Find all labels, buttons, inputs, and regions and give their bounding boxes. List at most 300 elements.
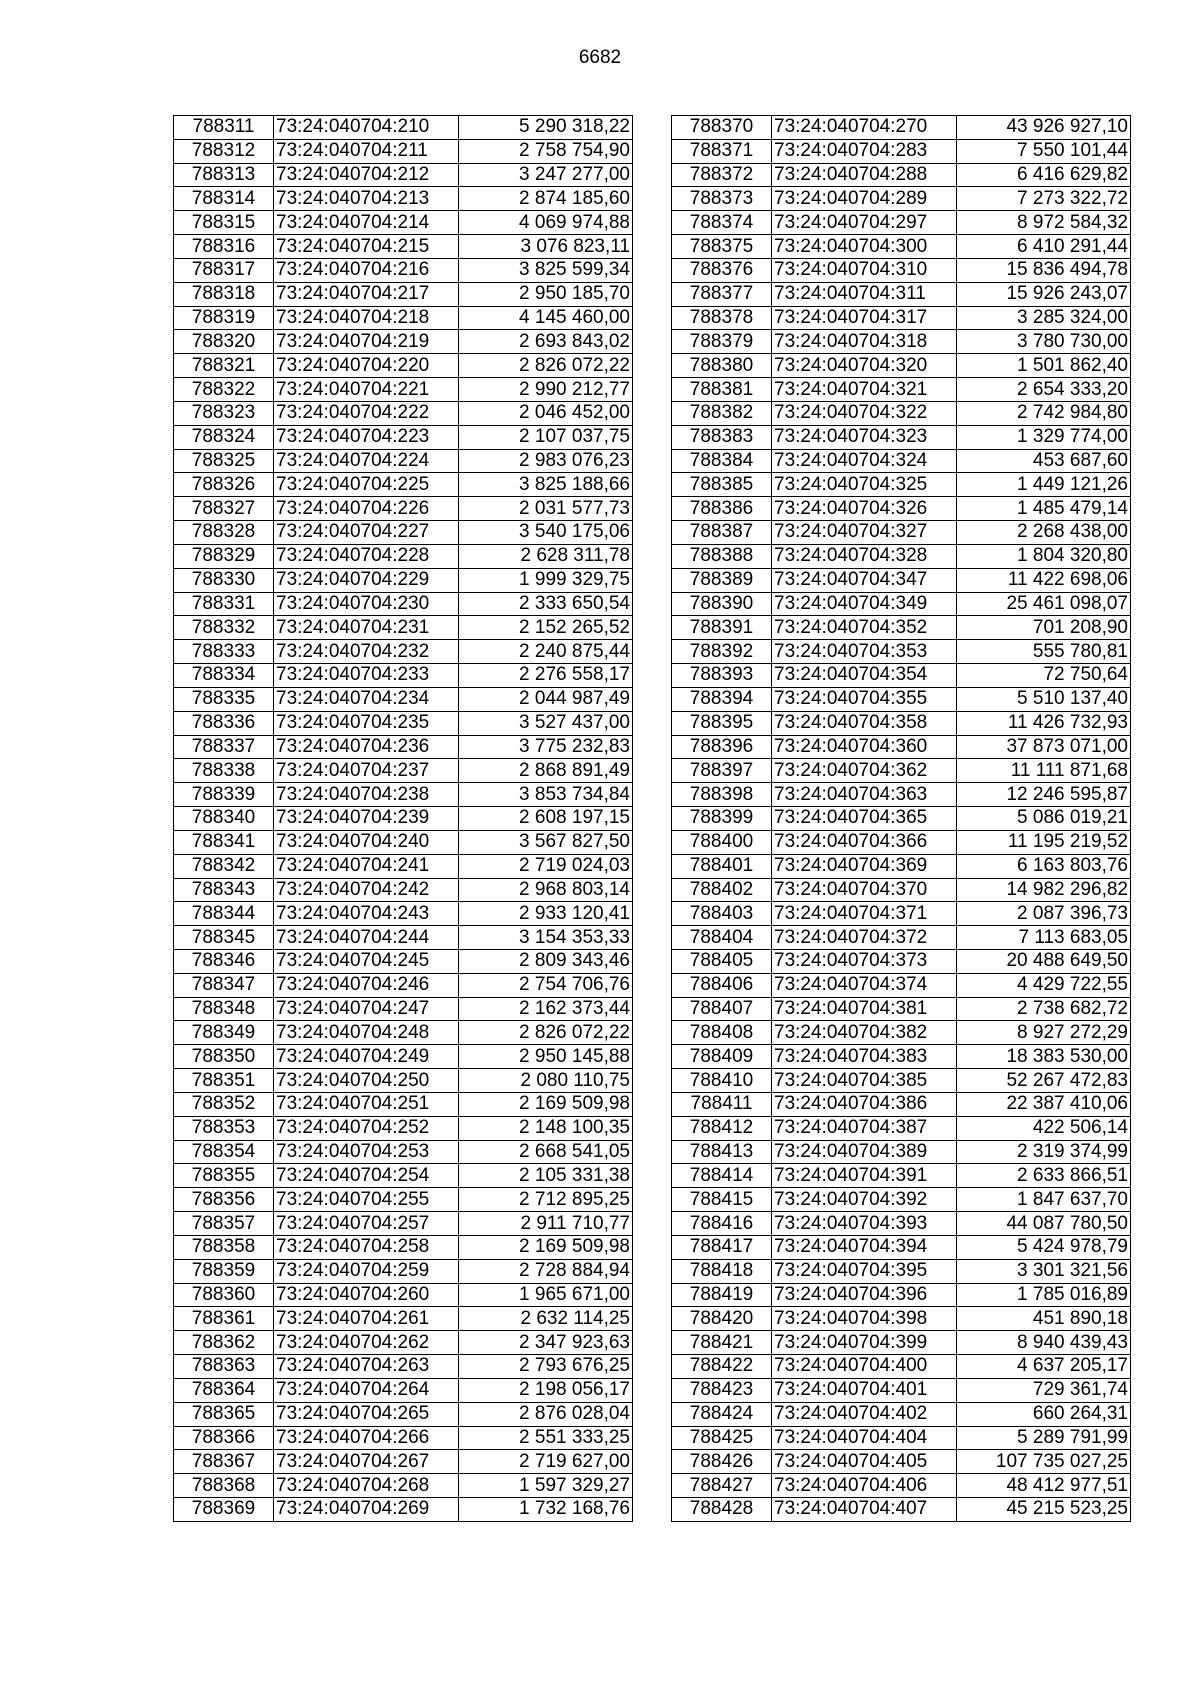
cadastral-number-cell: 73:24:040704:227 xyxy=(274,521,459,545)
cadastral-value-cell: 1 732 168,76 xyxy=(459,1498,633,1522)
cadastral-number-cell: 73:24:040704:211 xyxy=(274,139,459,163)
table-row xyxy=(672,735,1131,759)
row-number-cell: 788369 xyxy=(174,1498,274,1522)
row-number-cell: 788376 xyxy=(672,258,772,282)
row-number-cell: 788336 xyxy=(174,711,274,735)
table-row xyxy=(672,1164,1131,1188)
cadastral-value-cell: 2 333 650,54 xyxy=(459,592,633,616)
cadastral-value-cell: 3 076 823,11 xyxy=(459,235,633,259)
row-number-cell: 788426 xyxy=(672,1450,772,1474)
row-number-cell: 788346 xyxy=(174,949,274,973)
cadastral-number-cell: 73:24:040704:297 xyxy=(772,211,957,235)
cadastral-number-cell: 73:24:040704:270 xyxy=(772,116,957,140)
cadastral-value-cell: 1 449 121,26 xyxy=(957,473,1131,497)
table-row xyxy=(672,473,1131,497)
cadastral-number-cell: 73:24:040704:222 xyxy=(274,401,459,425)
row-number-cell: 788412 xyxy=(672,1116,772,1140)
cadastral-value-cell: 6 163 803,76 xyxy=(957,854,1131,878)
cadastral-value-cell: 11 111 871,68 xyxy=(957,759,1131,783)
row-number-cell: 788372 xyxy=(672,163,772,187)
row-number-cell: 788366 xyxy=(174,1426,274,1450)
table-row xyxy=(672,878,1131,902)
row-number-cell: 788402 xyxy=(672,878,772,902)
cadastral-number-cell: 73:24:040704:223 xyxy=(274,425,459,449)
row-number-cell: 788331 xyxy=(174,592,274,616)
table-row xyxy=(672,163,1131,187)
cadastral-value-cell: 4 429 722,55 xyxy=(957,973,1131,997)
table-row xyxy=(174,830,633,854)
cadastral-number-cell: 73:24:040704:267 xyxy=(274,1450,459,1474)
row-number-cell: 788349 xyxy=(174,1021,274,1045)
cadastral-value-cell: 44 087 780,50 xyxy=(957,1212,1131,1236)
cadastral-number-cell: 73:24:040704:264 xyxy=(274,1378,459,1402)
cadastral-value-cell: 2 031 577,73 xyxy=(459,497,633,521)
row-number-cell: 788360 xyxy=(174,1283,274,1307)
row-number-cell: 788379 xyxy=(672,330,772,354)
cadastral-number-cell: 73:24:040704:218 xyxy=(274,306,459,330)
table-row xyxy=(174,687,633,711)
cadastral-number-cell: 73:24:040704:349 xyxy=(772,592,957,616)
cadastral-value-cell: 2 990 212,77 xyxy=(459,378,633,402)
cadastral-value-cell: 701 208,90 xyxy=(957,616,1131,640)
cadastral-number-cell: 73:24:040704:253 xyxy=(274,1140,459,1164)
cadastral-value-cell: 2 693 843,02 xyxy=(459,330,633,354)
cadastral-value-cell: 2 162 373,44 xyxy=(459,997,633,1021)
table-row xyxy=(174,1212,633,1236)
cadastral-value-cell: 2 152 265,52 xyxy=(459,616,633,640)
cadastral-value-cell: 1 329 774,00 xyxy=(957,425,1131,449)
row-number-cell: 788403 xyxy=(672,902,772,926)
cadastral-number-cell: 73:24:040704:353 xyxy=(772,640,957,664)
table-row xyxy=(174,664,633,688)
table-row xyxy=(174,1378,633,1402)
table-row xyxy=(672,1355,1131,1379)
cadastral-number-cell: 73:24:040704:370 xyxy=(772,878,957,902)
cadastral-value-cell: 8 972 584,32 xyxy=(957,211,1131,235)
table-row xyxy=(174,497,633,521)
cadastral-number-cell: 73:24:040704:249 xyxy=(274,1045,459,1069)
cadastral-value-cell: 2 738 682,72 xyxy=(957,997,1131,1021)
cadastral-value-cell: 3 247 277,00 xyxy=(459,163,633,187)
cadastral-value-cell: 3 825 188,66 xyxy=(459,473,633,497)
cadastral-value-cell: 7 550 101,44 xyxy=(957,139,1131,163)
row-number-cell: 788368 xyxy=(174,1474,274,1498)
table-row xyxy=(174,521,633,545)
row-number-cell: 788352 xyxy=(174,1092,274,1116)
table-row xyxy=(672,1378,1131,1402)
table-row xyxy=(174,544,633,568)
cadastral-value-cell: 2 826 072,22 xyxy=(459,1021,633,1045)
cadastral-value-cell: 15 926 243,07 xyxy=(957,282,1131,306)
table-row xyxy=(672,1426,1131,1450)
cadastral-number-cell: 73:24:040704:240 xyxy=(274,830,459,854)
cadastral-value-cell: 6 416 629,82 xyxy=(957,163,1131,187)
row-number-cell: 788314 xyxy=(174,187,274,211)
row-number-cell: 788423 xyxy=(672,1378,772,1402)
row-number-cell: 788330 xyxy=(174,568,274,592)
cadastral-number-cell: 73:24:040704:236 xyxy=(274,735,459,759)
row-number-cell: 788339 xyxy=(174,783,274,807)
cadastral-value-cell: 3 527 437,00 xyxy=(459,711,633,735)
registry-table-right xyxy=(671,115,1131,1522)
table-row xyxy=(174,1498,633,1522)
cadastral-number-cell: 73:24:040704:243 xyxy=(274,902,459,926)
table-row xyxy=(174,1069,633,1093)
table-row xyxy=(672,116,1131,140)
cadastral-number-cell: 73:24:040704:283 xyxy=(772,139,957,163)
row-number-cell: 788425 xyxy=(672,1426,772,1450)
cadastral-number-cell: 73:24:040704:363 xyxy=(772,783,957,807)
cadastral-value-cell: 1 804 320,80 xyxy=(957,544,1131,568)
table-row xyxy=(672,1188,1131,1212)
row-number-cell: 788422 xyxy=(672,1355,772,1379)
cadastral-number-cell: 73:24:040704:259 xyxy=(274,1259,459,1283)
cadastral-number-cell: 73:24:040704:317 xyxy=(772,306,957,330)
row-number-cell: 788415 xyxy=(672,1188,772,1212)
table-row xyxy=(672,1450,1131,1474)
cadastral-number-cell: 73:24:040704:247 xyxy=(274,997,459,1021)
cadastral-number-cell: 73:24:040704:268 xyxy=(274,1474,459,1498)
row-number-cell: 788320 xyxy=(174,330,274,354)
table-row xyxy=(174,1331,633,1355)
row-number-cell: 788386 xyxy=(672,497,772,521)
cadastral-number-cell: 73:24:040704:327 xyxy=(772,521,957,545)
row-number-cell: 788328 xyxy=(174,521,274,545)
cadastral-number-cell: 73:24:040704:237 xyxy=(274,759,459,783)
table-row xyxy=(174,1402,633,1426)
cadastral-value-cell: 2 169 509,98 xyxy=(459,1235,633,1259)
cadastral-value-cell: 2 633 866,51 xyxy=(957,1164,1131,1188)
cadastral-number-cell: 73:24:040704:288 xyxy=(772,163,957,187)
table-row xyxy=(174,1092,633,1116)
cadastral-value-cell: 45 215 523,25 xyxy=(957,1498,1131,1522)
cadastral-value-cell: 5 424 978,79 xyxy=(957,1235,1131,1259)
table-row xyxy=(174,1188,633,1212)
cadastral-value-cell: 3 301 321,56 xyxy=(957,1259,1131,1283)
row-number-cell: 788341 xyxy=(174,830,274,854)
cadastral-value-cell: 2 911 710,77 xyxy=(459,1212,633,1236)
row-number-cell: 788364 xyxy=(174,1378,274,1402)
cadastral-value-cell: 25 461 098,07 xyxy=(957,592,1131,616)
cadastral-value-cell: 22 387 410,06 xyxy=(957,1092,1131,1116)
row-number-cell: 788427 xyxy=(672,1474,772,1498)
cadastral-number-cell: 73:24:040704:393 xyxy=(772,1212,957,1236)
table-row xyxy=(672,521,1131,545)
table-row xyxy=(672,401,1131,425)
cadastral-value-cell: 7 113 683,05 xyxy=(957,926,1131,950)
cadastral-value-cell: 2 654 333,20 xyxy=(957,378,1131,402)
table-row xyxy=(174,401,633,425)
row-number-cell: 788385 xyxy=(672,473,772,497)
cadastral-value-cell: 5 086 019,21 xyxy=(957,807,1131,831)
cadastral-value-cell: 8 927 272,29 xyxy=(957,1021,1131,1045)
row-number-cell: 788419 xyxy=(672,1283,772,1307)
cadastral-value-cell: 3 540 175,06 xyxy=(459,521,633,545)
cadastral-value-cell: 2 754 706,76 xyxy=(459,973,633,997)
cadastral-number-cell: 73:24:040704:352 xyxy=(772,616,957,640)
cadastral-value-cell: 660 264,31 xyxy=(957,1402,1131,1426)
cadastral-number-cell: 73:24:040704:360 xyxy=(772,735,957,759)
row-number-cell: 788382 xyxy=(672,401,772,425)
table-row xyxy=(174,449,633,473)
table-row xyxy=(174,854,633,878)
row-number-cell: 788409 xyxy=(672,1045,772,1069)
cadastral-number-cell: 73:24:040704:225 xyxy=(274,473,459,497)
cadastral-number-cell: 73:24:040704:254 xyxy=(274,1164,459,1188)
row-number-cell: 788354 xyxy=(174,1140,274,1164)
table-row xyxy=(672,807,1131,831)
cadastral-value-cell: 2 874 185,60 xyxy=(459,187,633,211)
cadastral-number-cell: 73:24:040704:224 xyxy=(274,449,459,473)
table-row xyxy=(174,282,633,306)
row-number-cell: 788414 xyxy=(672,1164,772,1188)
cadastral-number-cell: 73:24:040704:401 xyxy=(772,1378,957,1402)
cadastral-value-cell: 2 876 028,04 xyxy=(459,1402,633,1426)
table-row xyxy=(174,1140,633,1164)
cadastral-number-cell: 73:24:040704:322 xyxy=(772,401,957,425)
cadastral-value-cell: 2 276 558,17 xyxy=(459,664,633,688)
cadastral-value-cell: 3 567 827,50 xyxy=(459,830,633,854)
table-row xyxy=(672,1283,1131,1307)
row-number-cell: 788348 xyxy=(174,997,274,1021)
table-row xyxy=(174,616,633,640)
table-row xyxy=(174,926,633,950)
cadastral-number-cell: 73:24:040704:244 xyxy=(274,926,459,950)
cadastral-number-cell: 73:24:040704:369 xyxy=(772,854,957,878)
table-row xyxy=(174,1235,633,1259)
row-number-cell: 788358 xyxy=(174,1235,274,1259)
table-row xyxy=(672,235,1131,259)
cadastral-value-cell: 3 853 734,84 xyxy=(459,783,633,807)
table-row xyxy=(174,1355,633,1379)
cadastral-number-cell: 73:24:040704:300 xyxy=(772,235,957,259)
table-row xyxy=(174,878,633,902)
table-row xyxy=(672,497,1131,521)
cadastral-number-cell: 73:24:040704:262 xyxy=(274,1331,459,1355)
table-row xyxy=(174,640,633,664)
row-number-cell: 788317 xyxy=(174,258,274,282)
row-number-cell: 788323 xyxy=(174,401,274,425)
row-number-cell: 788324 xyxy=(174,425,274,449)
row-number-cell: 788321 xyxy=(174,354,274,378)
cadastral-value-cell: 4 637 205,17 xyxy=(957,1355,1131,1379)
row-number-cell: 788398 xyxy=(672,783,772,807)
cadastral-value-cell: 2 868 891,49 xyxy=(459,759,633,783)
cadastral-number-cell: 73:24:040704:230 xyxy=(274,592,459,616)
row-number-cell: 788417 xyxy=(672,1235,772,1259)
cadastral-number-cell: 73:24:040704:406 xyxy=(772,1474,957,1498)
cadastral-number-cell: 73:24:040704:250 xyxy=(274,1069,459,1093)
cadastral-number-cell: 73:24:040704:239 xyxy=(274,807,459,831)
row-number-cell: 788410 xyxy=(672,1069,772,1093)
table-row xyxy=(672,282,1131,306)
registry-table-left xyxy=(173,115,633,1522)
row-number-cell: 788327 xyxy=(174,497,274,521)
row-number-cell: 788319 xyxy=(174,306,274,330)
cadastral-value-cell: 2 107 037,75 xyxy=(459,425,633,449)
table-row xyxy=(672,854,1131,878)
cadastral-value-cell: 2 169 509,98 xyxy=(459,1092,633,1116)
cadastral-number-cell: 73:24:040704:221 xyxy=(274,378,459,402)
table-row xyxy=(672,592,1131,616)
cadastral-value-cell: 1 485 479,14 xyxy=(957,497,1131,521)
cadastral-value-cell: 2 044 987,49 xyxy=(459,687,633,711)
cadastral-number-cell: 73:24:040704:234 xyxy=(274,687,459,711)
cadastral-number-cell: 73:24:040704:241 xyxy=(274,854,459,878)
row-number-cell: 788332 xyxy=(174,616,274,640)
cadastral-number-cell: 73:24:040704:402 xyxy=(772,1402,957,1426)
table-row xyxy=(672,306,1131,330)
cadastral-number-cell: 73:24:040704:324 xyxy=(772,449,957,473)
cadastral-value-cell: 2 758 754,90 xyxy=(459,139,633,163)
cadastral-value-cell: 2 950 145,88 xyxy=(459,1045,633,1069)
cadastral-value-cell: 18 383 530,00 xyxy=(957,1045,1131,1069)
table-row xyxy=(672,1021,1131,1045)
cadastral-value-cell: 12 246 595,87 xyxy=(957,783,1131,807)
cadastral-value-cell: 2 087 396,73 xyxy=(957,902,1131,926)
row-number-cell: 788375 xyxy=(672,235,772,259)
cadastral-number-cell: 73:24:040704:311 xyxy=(772,282,957,306)
row-number-cell: 788424 xyxy=(672,1402,772,1426)
cadastral-number-cell: 73:24:040704:385 xyxy=(772,1069,957,1093)
cadastral-number-cell: 73:24:040704:381 xyxy=(772,997,957,1021)
table-row xyxy=(672,664,1131,688)
row-number-cell: 788404 xyxy=(672,926,772,950)
cadastral-value-cell: 1 597 329,27 xyxy=(459,1474,633,1498)
row-number-cell: 788395 xyxy=(672,711,772,735)
row-number-cell: 788350 xyxy=(174,1045,274,1069)
cadastral-number-cell: 73:24:040704:320 xyxy=(772,354,957,378)
table-row xyxy=(672,1235,1131,1259)
cadastral-number-cell: 73:24:040704:404 xyxy=(772,1426,957,1450)
row-number-cell: 788405 xyxy=(672,949,772,973)
table-row xyxy=(174,306,633,330)
cadastral-value-cell: 4 145 460,00 xyxy=(459,306,633,330)
row-number-cell: 788355 xyxy=(174,1164,274,1188)
cadastral-number-cell: 73:24:040704:217 xyxy=(274,282,459,306)
cadastral-value-cell: 1 999 329,75 xyxy=(459,568,633,592)
cadastral-number-cell: 73:24:040704:386 xyxy=(772,1092,957,1116)
row-number-cell: 788373 xyxy=(672,187,772,211)
cadastral-number-cell: 73:24:040704:232 xyxy=(274,640,459,664)
row-number-cell: 788329 xyxy=(174,544,274,568)
cadastral-value-cell: 451 890,18 xyxy=(957,1307,1131,1331)
row-number-cell: 788406 xyxy=(672,973,772,997)
cadastral-value-cell: 2 628 311,78 xyxy=(459,544,633,568)
row-number-cell: 788344 xyxy=(174,902,274,926)
row-number-cell: 788416 xyxy=(672,1212,772,1236)
cadastral-number-cell: 73:24:040704:365 xyxy=(772,807,957,831)
cadastral-number-cell: 73:24:040704:395 xyxy=(772,1259,957,1283)
cadastral-number-cell: 73:24:040704:405 xyxy=(772,1450,957,1474)
cadastral-number-cell: 73:24:040704:383 xyxy=(772,1045,957,1069)
row-number-cell: 788345 xyxy=(174,926,274,950)
table-row xyxy=(174,1259,633,1283)
cadastral-number-cell: 73:24:040704:214 xyxy=(274,211,459,235)
row-number-cell: 788391 xyxy=(672,616,772,640)
cadastral-value-cell: 107 735 027,25 xyxy=(957,1450,1131,1474)
table-row xyxy=(174,1450,633,1474)
row-number-cell: 788377 xyxy=(672,282,772,306)
cadastral-value-cell: 2 046 452,00 xyxy=(459,401,633,425)
row-number-cell: 788351 xyxy=(174,1069,274,1093)
row-number-cell: 788380 xyxy=(672,354,772,378)
table-row xyxy=(672,926,1131,950)
row-number-cell: 788312 xyxy=(174,139,274,163)
cadastral-value-cell: 3 285 324,00 xyxy=(957,306,1131,330)
cadastral-number-cell: 73:24:040704:257 xyxy=(274,1212,459,1236)
cadastral-value-cell: 1 785 016,89 xyxy=(957,1283,1131,1307)
cadastral-number-cell: 73:24:040704:233 xyxy=(274,664,459,688)
cadastral-value-cell: 5 289 791,99 xyxy=(957,1426,1131,1450)
row-number-cell: 788315 xyxy=(174,211,274,235)
row-number-cell: 788407 xyxy=(672,997,772,1021)
cadastral-number-cell: 73:24:040704:216 xyxy=(274,258,459,282)
cadastral-number-cell: 73:24:040704:235 xyxy=(274,711,459,735)
cadastral-value-cell: 2 983 076,23 xyxy=(459,449,633,473)
cadastral-value-cell: 2 347 923,63 xyxy=(459,1331,633,1355)
row-number-cell: 788313 xyxy=(174,163,274,187)
cadastral-value-cell: 20 488 649,50 xyxy=(957,949,1131,973)
row-number-cell: 788343 xyxy=(174,878,274,902)
row-number-cell: 788388 xyxy=(672,544,772,568)
table-row xyxy=(672,187,1131,211)
cadastral-number-cell: 73:24:040704:358 xyxy=(772,711,957,735)
cadastral-value-cell: 2 793 676,25 xyxy=(459,1355,633,1379)
cadastral-number-cell: 73:24:040704:389 xyxy=(772,1140,957,1164)
row-number-cell: 788371 xyxy=(672,139,772,163)
cadastral-value-cell: 2 319 374,99 xyxy=(957,1140,1131,1164)
cadastral-number-cell: 73:24:040704:258 xyxy=(274,1235,459,1259)
table-row xyxy=(672,830,1131,854)
cadastral-value-cell: 14 982 296,82 xyxy=(957,878,1131,902)
table-row xyxy=(174,568,633,592)
row-number-cell: 788387 xyxy=(672,521,772,545)
cadastral-number-cell: 73:24:040704:246 xyxy=(274,973,459,997)
table-row xyxy=(174,735,633,759)
cadastral-value-cell: 2 668 541,05 xyxy=(459,1140,633,1164)
row-number-cell: 788311 xyxy=(174,116,274,140)
cadastral-number-cell: 73:24:040704:366 xyxy=(772,830,957,854)
row-number-cell: 788370 xyxy=(672,116,772,140)
table-row xyxy=(672,449,1131,473)
row-number-cell: 788418 xyxy=(672,1259,772,1283)
row-number-cell: 788367 xyxy=(174,1450,274,1474)
cadastral-number-cell: 73:24:040704:325 xyxy=(772,473,957,497)
cadastral-number-cell: 73:24:040704:238 xyxy=(274,783,459,807)
row-number-cell: 788325 xyxy=(174,449,274,473)
table-row xyxy=(174,116,633,140)
table-row xyxy=(174,1283,633,1307)
table-row xyxy=(174,759,633,783)
cadastral-value-cell: 48 412 977,51 xyxy=(957,1474,1131,1498)
cadastral-number-cell: 73:24:040704:255 xyxy=(274,1188,459,1212)
row-number-cell: 788428 xyxy=(672,1498,772,1522)
table-row xyxy=(174,783,633,807)
table-row xyxy=(672,330,1131,354)
cadastral-number-cell: 73:24:040704:392 xyxy=(772,1188,957,1212)
cadastral-value-cell: 422 506,14 xyxy=(957,1116,1131,1140)
row-number-cell: 788337 xyxy=(174,735,274,759)
table-row xyxy=(174,1474,633,1498)
registry-table-right-body xyxy=(672,116,1131,1522)
row-number-cell: 788338 xyxy=(174,759,274,783)
row-number-cell: 788393 xyxy=(672,664,772,688)
row-number-cell: 788318 xyxy=(174,282,274,306)
cadastral-number-cell: 73:24:040704:387 xyxy=(772,1116,957,1140)
cadastral-number-cell: 73:24:040704:326 xyxy=(772,497,957,521)
row-number-cell: 788421 xyxy=(672,1331,772,1355)
